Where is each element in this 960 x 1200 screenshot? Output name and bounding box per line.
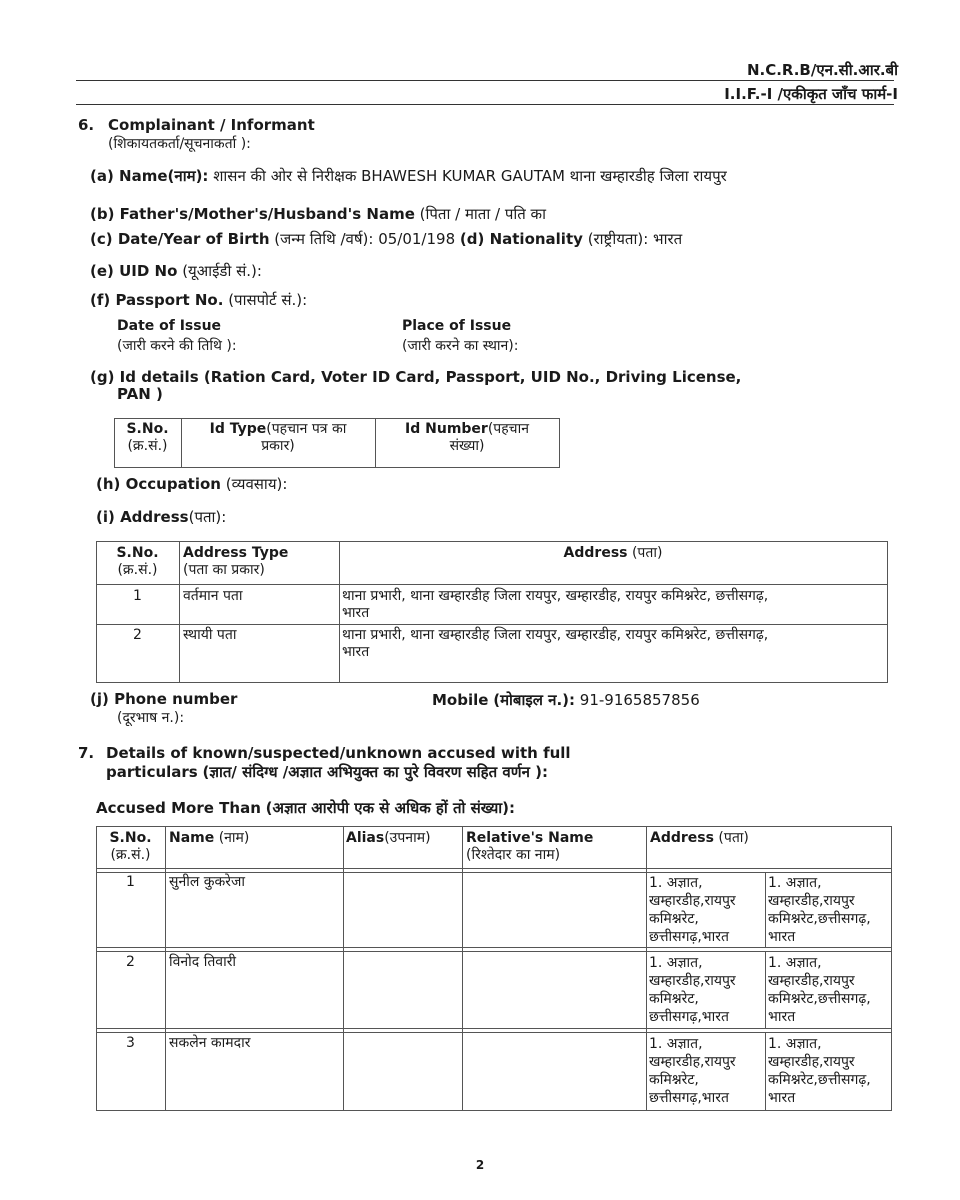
mobile-row xyxy=(432,690,700,710)
name-value: शासन की ओर से निरीक्षक BHAWESH KUMAR GAUTAM थाना खम्हारडीह जिला रायपुर xyxy=(213,167,727,185)
id-col-number: Id Number xyxy=(405,421,488,437)
acc-row3-a2-l4: भारत xyxy=(768,1090,796,1106)
passport-label-hi: (पासपोर्ट सं.): xyxy=(228,291,308,309)
acc-col-alias: Alias xyxy=(346,830,385,846)
acc-row2-a2-l1: 1. अज्ञात, xyxy=(768,955,822,971)
acc-row1-address1 xyxy=(649,874,736,946)
addr-row1-type: वर्तमान पता xyxy=(183,588,243,604)
father-row xyxy=(90,204,546,224)
acc-row1-a1-l3: कमिश्नरेट, xyxy=(649,911,699,927)
acc-row3-address1 xyxy=(649,1035,736,1107)
section6-number: 6. xyxy=(78,116,95,134)
acc-col-name-hi: (नाम) xyxy=(218,830,250,846)
addr-col-address: Address xyxy=(563,545,628,561)
acc-row2-a2-l3: कमिश्नरेट,छत्तीसगढ़, xyxy=(768,991,871,1007)
acc-row1-a2-l1: 1. अज्ञात, xyxy=(768,875,822,891)
acc-col-relative: Relative's Name xyxy=(466,830,594,846)
section7-heading-hi: (ज्ञात/ संदिग्ध /अज्ञात अभियुक्त का पुरे विवरण सहित वर्णन ): xyxy=(202,763,549,781)
nationality-label-hi: (राष्ट्रीयता): xyxy=(587,230,649,248)
acc-row2-sno: 2 xyxy=(126,954,135,970)
id-col-type-hi-2: प्रकार) xyxy=(261,438,295,454)
id-details-label: (g) Id details (Ration Card, Voter ID Card, Passport, UID No., Driving License, xyxy=(90,368,742,386)
addr-row2-type: स्थायी पता xyxy=(183,627,237,643)
acc-row2-name: विनोद तिवारी xyxy=(169,954,237,970)
acc-row1-address2 xyxy=(768,874,871,946)
acc-row3-a1-l1: 1. अज्ञात, xyxy=(649,1036,703,1052)
addr-col-type-hi: (पता का प्रकार) xyxy=(183,562,265,578)
acc-row1-a1-l4: छत्तीसगढ़,भारत xyxy=(649,929,729,945)
acc-row3-a2-l2: खम्हारडीह,रायपुर xyxy=(768,1054,855,1070)
acc-row3-a2-l3: कमिश्नरेट,छत्तीसगढ़, xyxy=(768,1072,871,1088)
father-label-hi: (पिता / माता / पति का xyxy=(419,205,546,223)
section6-heading-hi: (शिकायतकर्ता/सूचनाकर्ता ): xyxy=(108,136,251,152)
occupation-label-hi: (व्यवसाय): xyxy=(225,475,288,493)
addr-col-sno-hi: (क्र.सं.) xyxy=(117,562,158,578)
addr-col-type: Address Type xyxy=(183,545,289,561)
address-label: (i) Address xyxy=(96,508,189,526)
acc-row2-address2 xyxy=(768,954,871,1026)
addr-col-sno: S.No. xyxy=(116,545,159,561)
father-label: (b) Father's/Mother's/Husband's Name xyxy=(90,205,415,223)
section7-heading: Details of known/suspected/unknown accused with full xyxy=(106,744,571,762)
addr-row1-address: थाना प्रभारी, थाना खम्हारडीह जिला रायपुर, खम्हारडीह, रायपुर कमिश्नरेट, छत्तीसगढ़, xyxy=(342,588,769,604)
address-row xyxy=(96,507,226,527)
acc-row3-name: सकलेन कामदार xyxy=(169,1035,251,1051)
accused-more-label-hi: (अज्ञात आरोपी एक से अधिक हों तो संख्या): xyxy=(265,799,516,817)
acc-row1-sno: 1 xyxy=(126,874,135,890)
acc-row3-a1-l2: खम्हारडीह,रायपुर xyxy=(649,1054,736,1070)
acc-row2-address1 xyxy=(649,954,736,1026)
acc-row1-a2-l4: भारत xyxy=(768,929,796,945)
page-number: 2 xyxy=(475,1158,485,1172)
acc-row2-a1-l4: छत्तीसगढ़,भारत xyxy=(649,1009,729,1025)
id-col-number-hi-2: संख्या) xyxy=(449,438,485,454)
id-col-sno-hi: (क्र.सं.) xyxy=(127,438,168,454)
acc-row1-name: सुनील कुकरेजा xyxy=(169,874,246,890)
date-issue-label: Date of Issue xyxy=(117,318,222,334)
nationality-value: भारत xyxy=(653,230,683,248)
addr-row2-address-cont: भारत xyxy=(342,644,370,660)
id-details-label-cont: PAN ) xyxy=(117,385,163,403)
acc-col-name: Name xyxy=(169,830,215,846)
acc-row3-sno: 3 xyxy=(126,1035,135,1051)
addr-row2-sno: 2 xyxy=(133,627,142,643)
acc-row2-a1-l2: खम्हारडीह,रायपुर xyxy=(649,973,736,989)
addr-row1-address-cont: भारत xyxy=(342,605,370,621)
nationality-label: (d) Nationality xyxy=(459,230,583,248)
address-label-hi: (पता): xyxy=(188,508,227,526)
id-col-type: Id Type xyxy=(209,421,267,437)
acc-col-relative-hi: (रिश्तेदार का नाम) xyxy=(466,847,561,863)
dob-label: (c) Date/Year of Birth xyxy=(90,230,270,248)
place-issue-label: Place of Issue xyxy=(402,318,512,334)
header-divider-2 xyxy=(76,104,894,105)
occupation-label: (h) Occupation xyxy=(96,475,221,493)
id-col-sno: S.No. xyxy=(126,421,169,437)
dob-row xyxy=(90,229,682,249)
mobile-label: Mobile xyxy=(432,691,489,709)
date-issue-label-hi: (जारी करने की तिथि ): xyxy=(117,338,237,354)
acc-row3-a1-l3: कमिश्नरेट, xyxy=(649,1072,699,1088)
addr-col-address-hi: (पता) xyxy=(631,545,663,561)
addr-row1-sno: 1 xyxy=(133,588,142,604)
acc-col-sno-hi: (क्र.सं.) xyxy=(110,847,151,863)
passport-row xyxy=(90,290,307,310)
dob-value: 05/01/198 xyxy=(378,230,456,248)
dob-label-hi: (जन्म तिथि /वर्ष): xyxy=(274,230,374,248)
id-col-number-hi: (पहचान xyxy=(487,421,529,437)
accused-more-label: Accused More Than xyxy=(96,799,261,817)
acc-row2-a2-l2: खम्हारडीह,रायपुर xyxy=(768,973,855,989)
acc-row2-a1-l3: कमिश्नरेट, xyxy=(649,991,699,1007)
accused-more-row xyxy=(96,798,515,818)
phone-label-hi: (दूरभाष न.): xyxy=(117,710,185,726)
header-ncrb: N.C.R.B/एन.सी.आर.बी xyxy=(746,61,898,79)
acc-col-sno: S.No. xyxy=(109,830,152,846)
passport-label: (f) Passport No. xyxy=(90,291,224,309)
acc-row3-address2 xyxy=(768,1035,871,1107)
uid-label-hi: (यूआईडी सं.): xyxy=(182,262,262,280)
id-col-type-hi: (पहचान पत्र का xyxy=(266,421,347,437)
acc-row1-a2-l3: कमिश्नरेट,छत्तीसगढ़, xyxy=(768,911,871,927)
acc-col-address: Address xyxy=(650,830,714,846)
place-issue-label-hi: (जारी करने का स्थान): xyxy=(402,338,519,354)
section7-heading-2 xyxy=(106,762,548,782)
addr-row2-address: थाना प्रभारी, थाना खम्हारडीह जिला रायपुर, खम्हारडीह, रायपुर कमिश्नरेट, छत्तीसगढ़, xyxy=(342,627,769,643)
section7-number: 7. xyxy=(78,744,95,762)
header-divider xyxy=(76,80,894,81)
acc-row1-a1-l1: 1. अज्ञात, xyxy=(649,875,703,891)
uid-label: (e) UID No xyxy=(90,262,178,280)
acc-row2-a1-l1: 1. अज्ञात, xyxy=(649,955,703,971)
section7-heading-particulars: particulars xyxy=(106,763,198,781)
acc-row3-a2-l1: 1. अज्ञात, xyxy=(768,1036,822,1052)
acc-row1-a2-l2: खम्हारडीह,रायपुर xyxy=(768,893,855,909)
phone-label: (j) Phone number xyxy=(90,690,238,708)
section6-heading: Complainant / Informant xyxy=(108,116,315,134)
mobile-label-hi: (मोबाइल न.): xyxy=(493,691,576,709)
header-form-title: I.I.F.-I /एकीकृत जाँच फार्म-I xyxy=(724,85,898,103)
name-row xyxy=(90,166,727,186)
mobile-value: 91-9165857856 xyxy=(579,691,700,709)
acc-row1-a1-l2: खम्हारडीह,रायपुर xyxy=(649,893,736,909)
acc-row3-a1-l4: छत्तीसगढ़,भारत xyxy=(649,1090,729,1106)
uid-row xyxy=(90,261,262,281)
acc-col-alias-hi: (उपनाम) xyxy=(384,830,431,846)
acc-col-address-hi: (पता) xyxy=(718,830,749,846)
occupation-row xyxy=(96,474,287,494)
name-label: (a) Name(नाम): xyxy=(90,167,209,185)
acc-row2-a2-l4: भारत xyxy=(768,1009,796,1025)
